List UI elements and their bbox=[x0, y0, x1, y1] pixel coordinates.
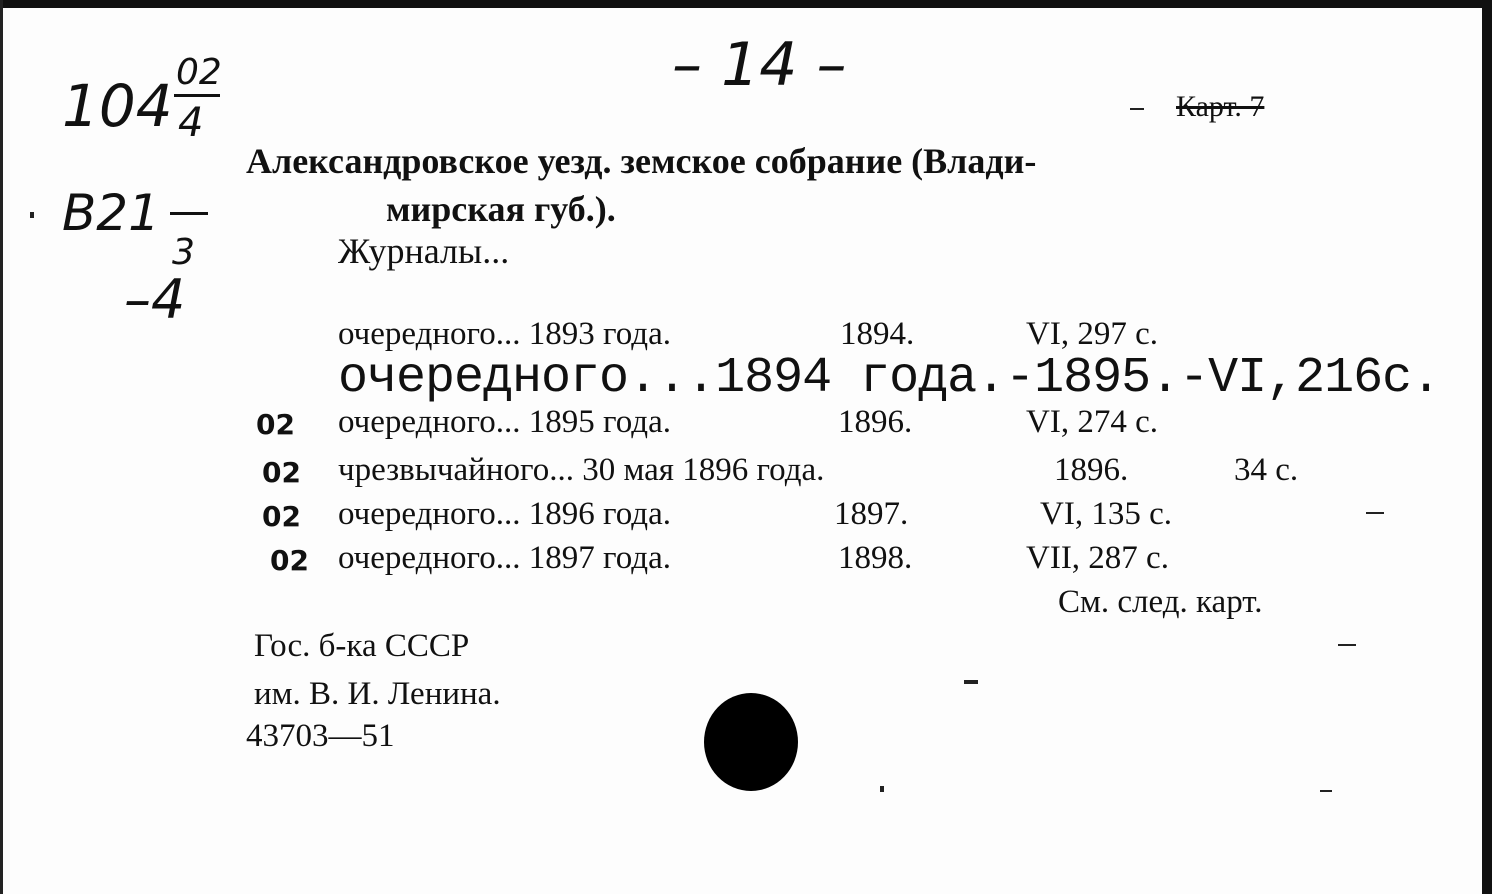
shelf-mark-middle: В21 bbox=[62, 184, 160, 242]
entry-mark: 02 bbox=[262, 456, 301, 489]
ink-speck bbox=[1130, 108, 1144, 110]
ink-speck bbox=[1320, 790, 1332, 792]
handwritten-page-number: – 14 – bbox=[672, 30, 847, 100]
entry-title: очередного... 1896 года. bbox=[338, 496, 671, 532]
entry-title: очередного... 1893 года. bbox=[338, 316, 671, 352]
library-line-3: 43703—51 bbox=[246, 718, 395, 754]
entry-title: чрезвычайного... 30 мая 1896 года. bbox=[338, 452, 825, 488]
card-right-edge bbox=[1482, 0, 1492, 894]
entry-mark: 02 bbox=[262, 500, 301, 533]
entry-year: 1897. bbox=[834, 496, 909, 532]
entry-year: 1894. bbox=[840, 316, 915, 352]
card-top-edge bbox=[0, 0, 1492, 8]
shelf-mark-top: 104 bbox=[62, 72, 173, 140]
ink-speck bbox=[1338, 644, 1356, 646]
heading-line-3: Журналы... bbox=[338, 231, 510, 271]
ink-speck bbox=[964, 680, 978, 684]
ink-speck bbox=[1366, 512, 1384, 514]
ink-speck bbox=[30, 212, 34, 218]
shelf-mark-middle-bar bbox=[170, 212, 208, 215]
entry-pages: 34 с. bbox=[1234, 452, 1299, 488]
entry-title: очередного... 1895 года. bbox=[338, 404, 671, 440]
shelf-mark-top-denominator: 4 bbox=[178, 100, 204, 146]
entry-pages: VII, 287 с. bbox=[1026, 540, 1169, 576]
entry-year: 1898. bbox=[838, 540, 913, 576]
library-line-1: Гос. б-ка СССР bbox=[254, 628, 470, 664]
shelf-mark-top-numerator: 02 bbox=[176, 52, 222, 93]
entry-mark: 02 bbox=[270, 544, 309, 577]
card-left-edge bbox=[0, 0, 3, 894]
entry-pages: VI, 297 с. bbox=[1026, 316, 1158, 352]
library-line-2: им. В. И. Ленина. bbox=[254, 676, 501, 712]
typed-insert-line: очередного...1894 года.-1895.-VI,216с. bbox=[338, 350, 1441, 407]
entry-pages: VI, 135 с. bbox=[1040, 496, 1172, 532]
shelf-mark-bottom: –4 bbox=[124, 268, 186, 331]
entry-year: 1896. bbox=[1054, 452, 1129, 488]
ink-speck bbox=[880, 786, 884, 792]
heading-line-2: мирская губ.). bbox=[386, 189, 616, 229]
shelf-mark-middle-fraction: 3 bbox=[172, 232, 195, 273]
entry-pages: VI, 274 с. bbox=[1026, 404, 1158, 440]
entry-title: очередного... 1897 года. bbox=[338, 540, 671, 576]
heading-line-1: Александровское уезд. земское собрание (Влади- bbox=[246, 141, 1037, 181]
card-number: Карт. 7 bbox=[1176, 90, 1265, 123]
punch-hole bbox=[704, 693, 798, 791]
entry-year: 1896. bbox=[838, 404, 913, 440]
shelf-mark-fraction-bar bbox=[174, 94, 220, 97]
entry-mark: 02 bbox=[256, 408, 295, 441]
see-next-card: См. след. карт. bbox=[1058, 584, 1263, 620]
